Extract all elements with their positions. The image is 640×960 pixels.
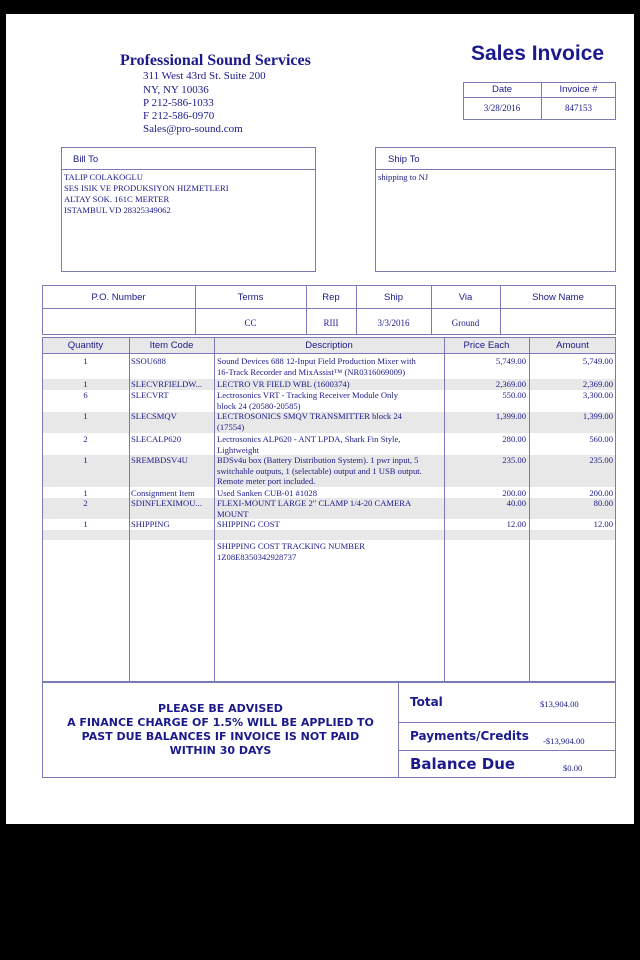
item-description: Used Sanken CUB-01 #1028 bbox=[217, 488, 318, 498]
item-code: SHIPPING bbox=[131, 519, 170, 529]
item-price: 280.00 bbox=[502, 434, 526, 444]
ship-header: Ship bbox=[383, 292, 403, 303]
item-qty: 1 bbox=[83, 411, 88, 421]
company-name: Professional Sound Services bbox=[120, 52, 311, 69]
invoice-title: Sales Invoice bbox=[471, 42, 605, 65]
description-header: Description bbox=[305, 340, 353, 351]
item-qty: 2 bbox=[83, 498, 88, 508]
item-description: SHIPPING COST bbox=[217, 519, 280, 529]
show-name-header: Show Name bbox=[532, 292, 584, 303]
item-description: LECTRO VR FIELD WBL (1600374) bbox=[217, 379, 350, 389]
item-code: SREMBDSV4U bbox=[131, 455, 188, 465]
item-code: SLECALP620 bbox=[131, 434, 182, 444]
item-qty: 6 bbox=[83, 390, 88, 400]
item-price: 1,399.00 bbox=[495, 411, 526, 421]
item-amount: 560.00 bbox=[589, 434, 613, 444]
item-qty: 1 bbox=[83, 455, 88, 465]
item-description: Sound Devices 688 12-Input Field Production Mixer with 16-Track Recorder and MixAssist™ (NR0316069009) bbox=[217, 356, 416, 377]
item-code: SLECVRT bbox=[131, 390, 169, 400]
item-code: SDINFLEXIMOU... bbox=[131, 498, 202, 508]
item-code: SSOU688 bbox=[131, 356, 166, 366]
item-amount: 5,749.00 bbox=[582, 356, 613, 366]
item-price: 12.00 bbox=[506, 519, 526, 529]
ship-to-label: Ship To bbox=[388, 154, 420, 165]
balance-due-label: Balance Due bbox=[410, 755, 516, 773]
total-value: $13,904.00 bbox=[540, 699, 579, 709]
item-description: BDSv4u box (Battery Distribution System). 1 pwr input, 5 switchable outputs, 1 (selectable) output and 1 USB output. Remote meter port included. bbox=[217, 455, 422, 487]
invoice-date: 3/28/2016 bbox=[483, 103, 521, 113]
bill-to-address: TALIP COLAKOGLU SES ISIK VE PRODUKSIYON HIZMETLERI ALTAY SOK. 161C MERTER ISTAMBUL VD 28325349062 bbox=[64, 172, 229, 215]
item-description: FLEXI-MOUNT LARGE 2" CLAMP 1/4-20 CAMERA MOUNT bbox=[217, 498, 412, 519]
item-code: SLECSMQV bbox=[131, 411, 177, 421]
item-description: Lectrosonics VRT - Tracking Receiver Module Only block 24 (20580-20585) bbox=[217, 390, 399, 411]
bill-to-label: Bill To bbox=[73, 154, 99, 165]
payments-value: -$13,904.00 bbox=[543, 736, 585, 746]
item-amount: 1,399.00 bbox=[582, 411, 613, 421]
item-description: Lectrosonics ALP620 - ANT LPDA, Shark Fin Style, Lightweight bbox=[217, 434, 401, 455]
item-price: 40.00 bbox=[506, 498, 526, 508]
item-code-header: Item Code bbox=[149, 340, 194, 351]
item-qty: 1 bbox=[83, 519, 88, 529]
invoice-number-label: Invoice # bbox=[559, 84, 598, 95]
item-qty: 1 bbox=[83, 488, 88, 498]
invoice-number: 847153 bbox=[565, 103, 592, 113]
date-label: Date bbox=[491, 84, 513, 95]
item-amount: 200.00 bbox=[589, 488, 613, 498]
via-header: Via bbox=[458, 292, 473, 303]
item-price: 550.00 bbox=[502, 390, 526, 400]
ship-to-address: shipping to NJ bbox=[378, 172, 429, 182]
payments-label: Payments/Credits bbox=[410, 729, 529, 743]
ship-date-value: 3/3/2016 bbox=[377, 318, 410, 328]
item-price: 235.00 bbox=[502, 455, 526, 465]
item-qty: 1 bbox=[83, 356, 88, 366]
company-fax: F 212-586-0970 bbox=[143, 110, 215, 122]
po-number-header: P.O. Number bbox=[91, 292, 146, 303]
item-price: 2,369.00 bbox=[495, 379, 526, 389]
item-amount: 2,369.00 bbox=[582, 379, 613, 389]
terms-value: CC bbox=[244, 318, 257, 328]
company-street: 311 West 43rd St. Suite 200 bbox=[143, 70, 266, 82]
company-city: NY, NY 10036 bbox=[143, 84, 209, 96]
item-amount: 235.00 bbox=[589, 455, 613, 465]
item-code: SLECVRFIELDW... bbox=[131, 379, 203, 389]
finance-charge-notice: PLEASE BE ADVISED A FINANCE CHARGE OF 1.5% WILL BE APPLIED TO PAST DUE BALANCES IF INVOICE IS NOT PAID WITHIN 30 DAYS bbox=[67, 702, 374, 757]
terms-header: Terms bbox=[237, 292, 264, 303]
item-amount: 80.00 bbox=[593, 498, 613, 508]
item-price: 5,749.00 bbox=[495, 356, 526, 366]
item-code: Consignment Item bbox=[131, 488, 195, 498]
price-each-header: Price Each bbox=[463, 340, 510, 351]
item-description: LECTROSONICS SMQV TRANSMITTER block 24 (17554) bbox=[217, 411, 402, 432]
rep-value: RIII bbox=[323, 318, 339, 328]
item-amount: 12.00 bbox=[593, 519, 613, 529]
item-qty: 2 bbox=[83, 434, 88, 444]
item-amount: 3,300.00 bbox=[582, 390, 613, 400]
company-email[interactable]: Sales@pro-sound.com bbox=[143, 123, 243, 135]
company-phone: P 212-586-1033 bbox=[143, 97, 214, 109]
item-price: 200.00 bbox=[502, 488, 526, 498]
rep-header: Rep bbox=[322, 292, 340, 303]
invoice-page bbox=[6, 14, 634, 824]
item-qty: 1 bbox=[83, 379, 88, 389]
tracking-number-note: SHIPPING COST TRACKING NUMBER 1Z08E8350342928737 bbox=[217, 541, 365, 562]
quantity-header: Quantity bbox=[67, 340, 104, 351]
ship-to-box bbox=[375, 147, 616, 272]
via-value: Ground bbox=[451, 318, 480, 328]
balance-due-value: $0.00 bbox=[563, 763, 583, 773]
amount-header: Amount bbox=[556, 340, 589, 351]
total-label: Total bbox=[410, 695, 443, 709]
